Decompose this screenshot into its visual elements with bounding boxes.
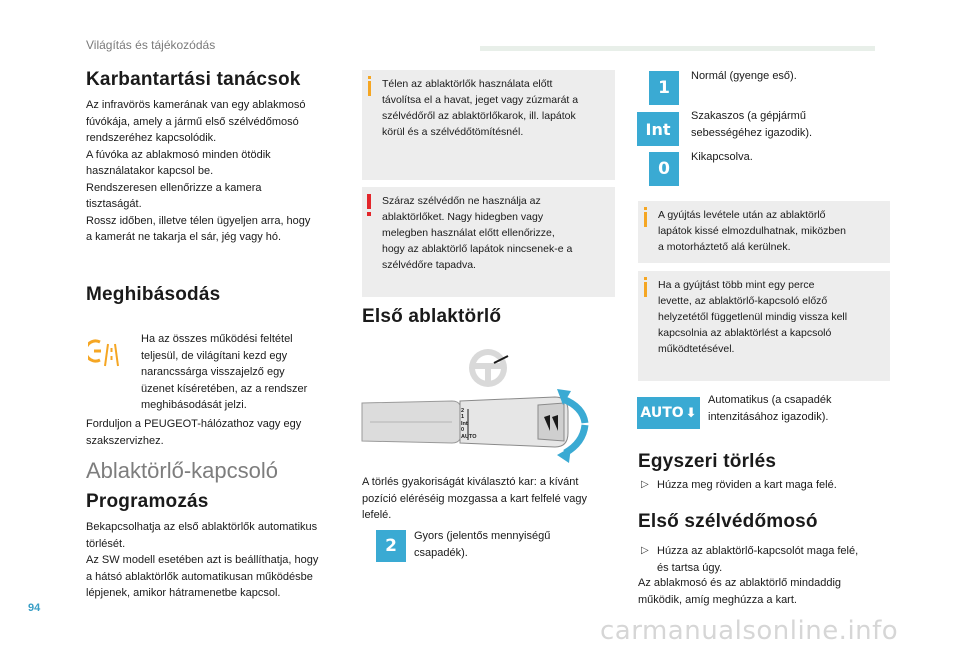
fault-warning-text: Ha az összes működési feltétel teljesül, de világítani kezd egy narancssárga visszajelző egy üzenet kíséretében, az a rendszer meghibásodását jelzi. xyxy=(141,333,308,411)
mode-badge-int: Int xyxy=(637,112,679,146)
mode-badge-0: 0 xyxy=(649,152,679,186)
warning-note-dry xyxy=(362,187,615,297)
wiper-stalk-illustration xyxy=(360,345,610,465)
move-stalk-arrows-icon xyxy=(555,383,595,465)
maintenance-title: Karbantartási tanácsok xyxy=(86,69,301,90)
warning-note-dry-text: Száraz szélvédőn ne használja az ablaktörlőket. Nagy hidegben vagy melegben használat előtt ellenőrizze, hogy az ablaktörlő lapátok nincsenek-e a szélvédőre tapadva. xyxy=(382,195,573,271)
stalk-position-labels xyxy=(461,408,476,440)
header-divider xyxy=(480,46,875,51)
info-note-winter xyxy=(362,70,615,180)
programming-body: Bekapcsolhatja az első ablaktörlők automatikus törlését. Az SW modell esetében azt is beállíthatja, hogy a hátsó ablaktörlők automatikusan működésbe lépjenek, amikor hátramenetbe kapcsol. xyxy=(86,521,319,599)
mode-badge-auto-label: AUTO xyxy=(640,405,684,421)
info-icon xyxy=(644,277,647,299)
section-header: Világítás és tájékozódás xyxy=(86,38,216,52)
warning-exclamation-icon xyxy=(367,194,371,218)
stalk-label-int: Int xyxy=(461,420,468,427)
info-note-reactivate xyxy=(638,271,890,381)
info-icon xyxy=(368,76,371,98)
programming-title: Programozás xyxy=(86,491,209,512)
maintenance-body: Az infravörös kamerának van egy ablakmosó fúvókája, amely a jármű első szélvédőmosó rendszeréhez kapcsolódik. A fúvóka az ablakmosó minden ötödik használatakor kapcsol be. Rendszeresen ellenőrizze a kamera tisztaságát. Rossz időben, illetve télen ügyeljen arra, hogy a kamerát ne takarja el sár, jég vagy hó. xyxy=(86,99,311,243)
mode-text-0: Kikapcsolva. xyxy=(691,151,753,163)
fault-title: Meghibásodás xyxy=(86,284,221,305)
mode-text-1: Normál (gyenge eső). xyxy=(691,70,797,82)
steering-wheel-icon xyxy=(469,349,508,387)
mode-text-2: Gyors (jelentős mennyiségű csapadék). xyxy=(414,530,551,559)
mode-text-auto: Automatikus (a csapadék intenzitásához igazodik). xyxy=(708,394,832,423)
single-wipe-title: Egyszeri törlés xyxy=(638,451,777,472)
info-note-reactivate-text: Ha a gyújtást több mint egy perce levette, az ablaktörlő-kapcsoló előző helyzetétől függetlenül mindig vissza kell kapcsolnia az ablaktörlést a kapcsoló működtetésével. xyxy=(658,279,848,355)
bullet-icon: ▷ xyxy=(641,545,649,556)
mode-badge-auto xyxy=(637,397,700,429)
mode-badge-2: 2 xyxy=(376,530,406,562)
info-icon xyxy=(644,207,647,229)
single-wipe-text: Húzza meg röviden a kart maga felé. xyxy=(657,479,837,491)
stalk-label-2: 2 xyxy=(461,408,465,414)
stalk-label-auto: AUTO xyxy=(461,433,477,440)
washer-title: Első szélvédőmosó xyxy=(638,511,818,532)
page-number: 94 xyxy=(28,602,41,614)
front-wiper-title: Első ablaktörlő xyxy=(362,306,502,327)
info-note-ignition xyxy=(638,201,890,263)
bullet-icon: ▷ xyxy=(641,479,649,490)
mode-text-int: Szakaszos (a gépjármű sebességéhez igazodik). xyxy=(691,110,813,139)
washer-bullet-text: Húzza az ablaktörlő-kapcsolót maga felé, és tartsa úgy. xyxy=(657,545,859,574)
fault-body: Forduljon a PEUGEOT-hálózathoz vagy egy szakszervizhez. xyxy=(86,418,302,447)
selection-text: A törlés gyakoriságát kiválasztó kar: a kívánt pozíció eléréséig mozgassa a kart felfelé vagy lefelé. xyxy=(362,476,588,521)
washer-body: Az ablakmosó és az ablaktörlő mindaddig működik, amíg meghúzza a kart. xyxy=(638,577,842,606)
stalk-label-0: 0 xyxy=(461,427,465,434)
info-note-ignition-text: A gyújtás levétele után az ablaktörlő lapátok kissé elmozdulhatnak, miközben a motorháztető alá kerülnek. xyxy=(658,209,846,253)
mode-badge-1: 1 xyxy=(649,71,679,105)
wiper-switch-title: Ablaktörlő-kapcsoló xyxy=(86,458,278,483)
warning-lamp-icon xyxy=(88,336,128,372)
arrow-down-icon: ⬇ xyxy=(685,405,697,421)
watermark: carmanualsonline.info xyxy=(600,616,899,646)
stalk-label-1: 1 xyxy=(461,414,465,421)
info-note-winter-text: Télen az ablaktörlők használata előtt távolítsa el a havat, jeget vagy zúzmarát a szélvédőről az ablaktörlőkarok, ill. lapátok körül és a szélvédőtömítésnél. xyxy=(382,78,579,138)
